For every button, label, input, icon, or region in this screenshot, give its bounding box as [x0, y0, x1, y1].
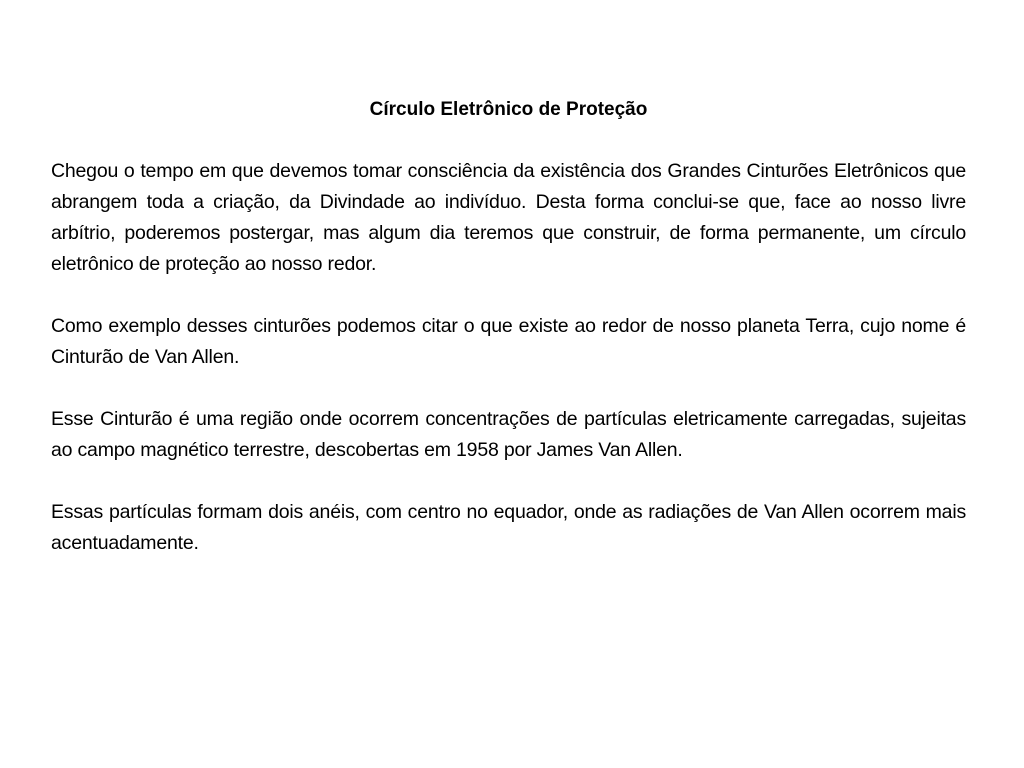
- paragraph-van-allen: Esse Cinturão é uma região onde ocorrem concentrações de partículas eletricamente carregadas, sujeitas ao campo magnético terrestre, descobertas em 1958 por James Van Allen.: [51, 408, 966, 461]
- paragraph-cinturoes: Chegou o tempo em que devemos tomar consciência da existência dos Grandes Cinturões Eletrônicos que abrangem toda a criação, da Divindade ao indivíduo. Desta forma conclui-se que, face ao nosso livre arbítrio, poderemos postergar, mas algum dia teremos que construir, de forma permanente, um círculo eletrônico de proteção ao nosso redor.: [51, 160, 966, 275]
- slide-title: Círculo Eletrônico de Proteção: [369, 99, 648, 120]
- paragraph-exemplo: Como exemplo desses cinturões podemos citar o que existe ao redor de nosso planeta Terra, cujo nome é Cinturão de Van Allen.: [51, 315, 966, 368]
- slide-content: [51, 94, 966, 559]
- paragraph-aneis: Essas partículas formam dois anéis, com centro no equador, onde as radiações de Van Allen ocorrem mais acentuadamente.: [51, 501, 966, 554]
